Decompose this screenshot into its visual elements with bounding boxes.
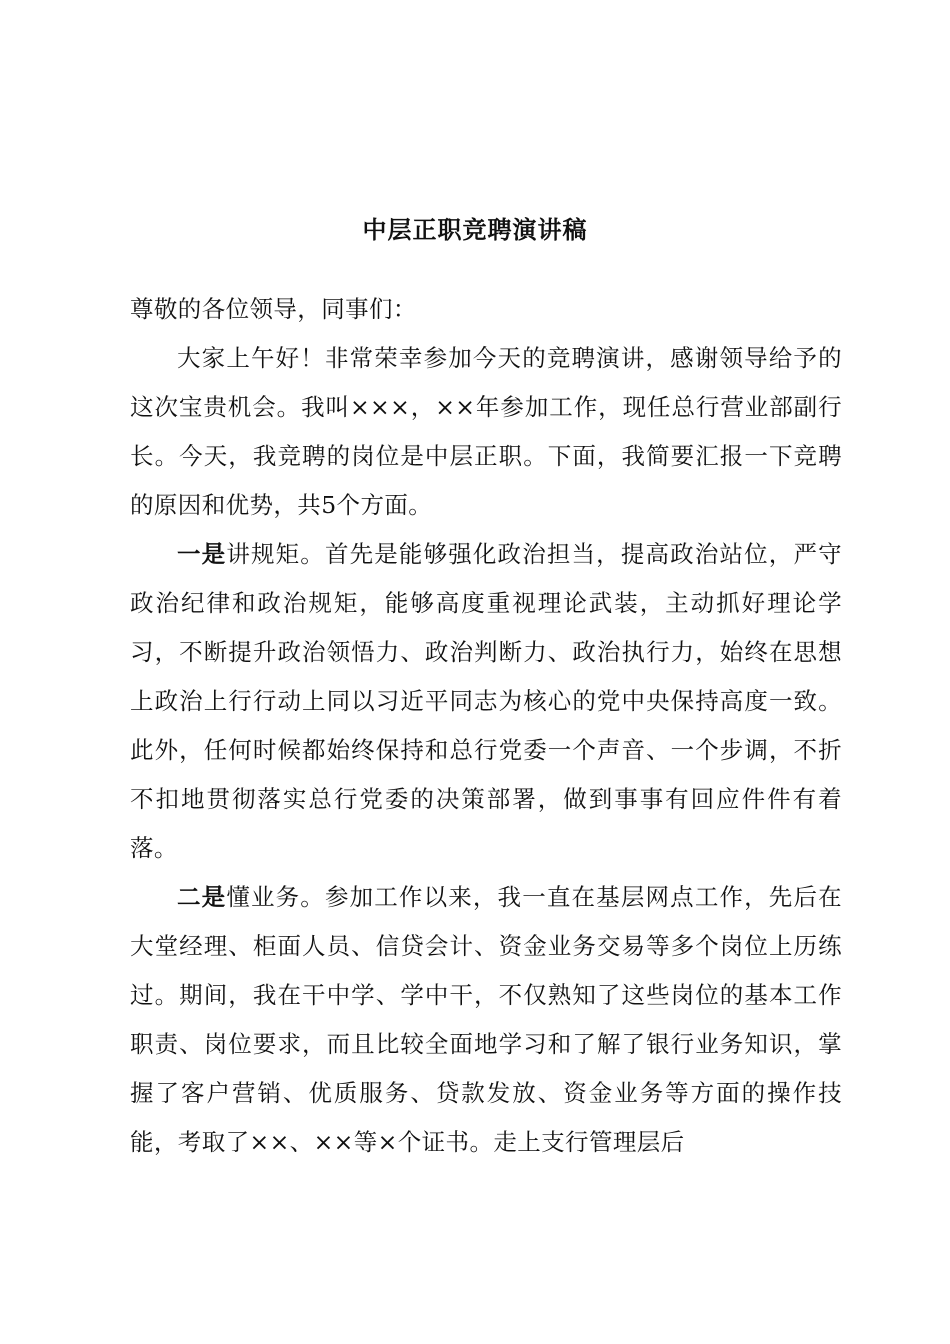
paragraph-intro xyxy=(130,334,842,530)
paragraph-point-two xyxy=(130,873,842,1167)
document-title: 中层正职竞聘演讲稿 xyxy=(362,216,588,244)
paragraph-lead: 一是 xyxy=(177,540,227,568)
paragraph-point-one xyxy=(130,530,842,873)
paragraph-text: 讲规矩。首先是能够强化政治担当，提高政治站位，严守政治纪律和政治规矩，能够高度重视理论武装，主动抓好理论学习，不断提升政治领悟力、政治判断力、政治执行力，始终在思想上政治上行行动上同以习近平同志为核心的党中央保持高度一致。此外，任何时候都始终保持和总行党委一个声音、一个步调，不折不扣地贯彻落实总行党委的决策部署，做到事事有回应件件有着落。 xyxy=(130,540,843,862)
paragraph-text: 大家上午好！非常荣幸参加今天的竞聘演讲，感谢领导给予的这次宝贵机会。我叫×××，××年参加工作，现任总行营业部副行长。今天，我竞聘的岗位是中层正职。下面，我简要汇报一下竞聘的原因和优势，共5个方面。 xyxy=(130,344,842,519)
document-body xyxy=(130,285,842,1167)
paragraph-text: 懂业务。参加工作以来，我一直在基层网点工作，先后在大堂经理、柜面人员、信贷会计、资金业务交易等多个岗位上历练过。期间，我在干中学、学中干，不仅熟知了这些岗位的基本工作职责、岗位要求，而且比较全面地学习和了解了银行业务知识，掌握了客户营销、优质服务、贷款发放、资金业务等方面的操作技能，考取了××、××等×个证书。走上支行管理层后 xyxy=(130,883,843,1156)
paragraph-lead: 二是 xyxy=(177,883,227,911)
salutation: 尊敬的各位领导，同事们： xyxy=(130,295,417,323)
